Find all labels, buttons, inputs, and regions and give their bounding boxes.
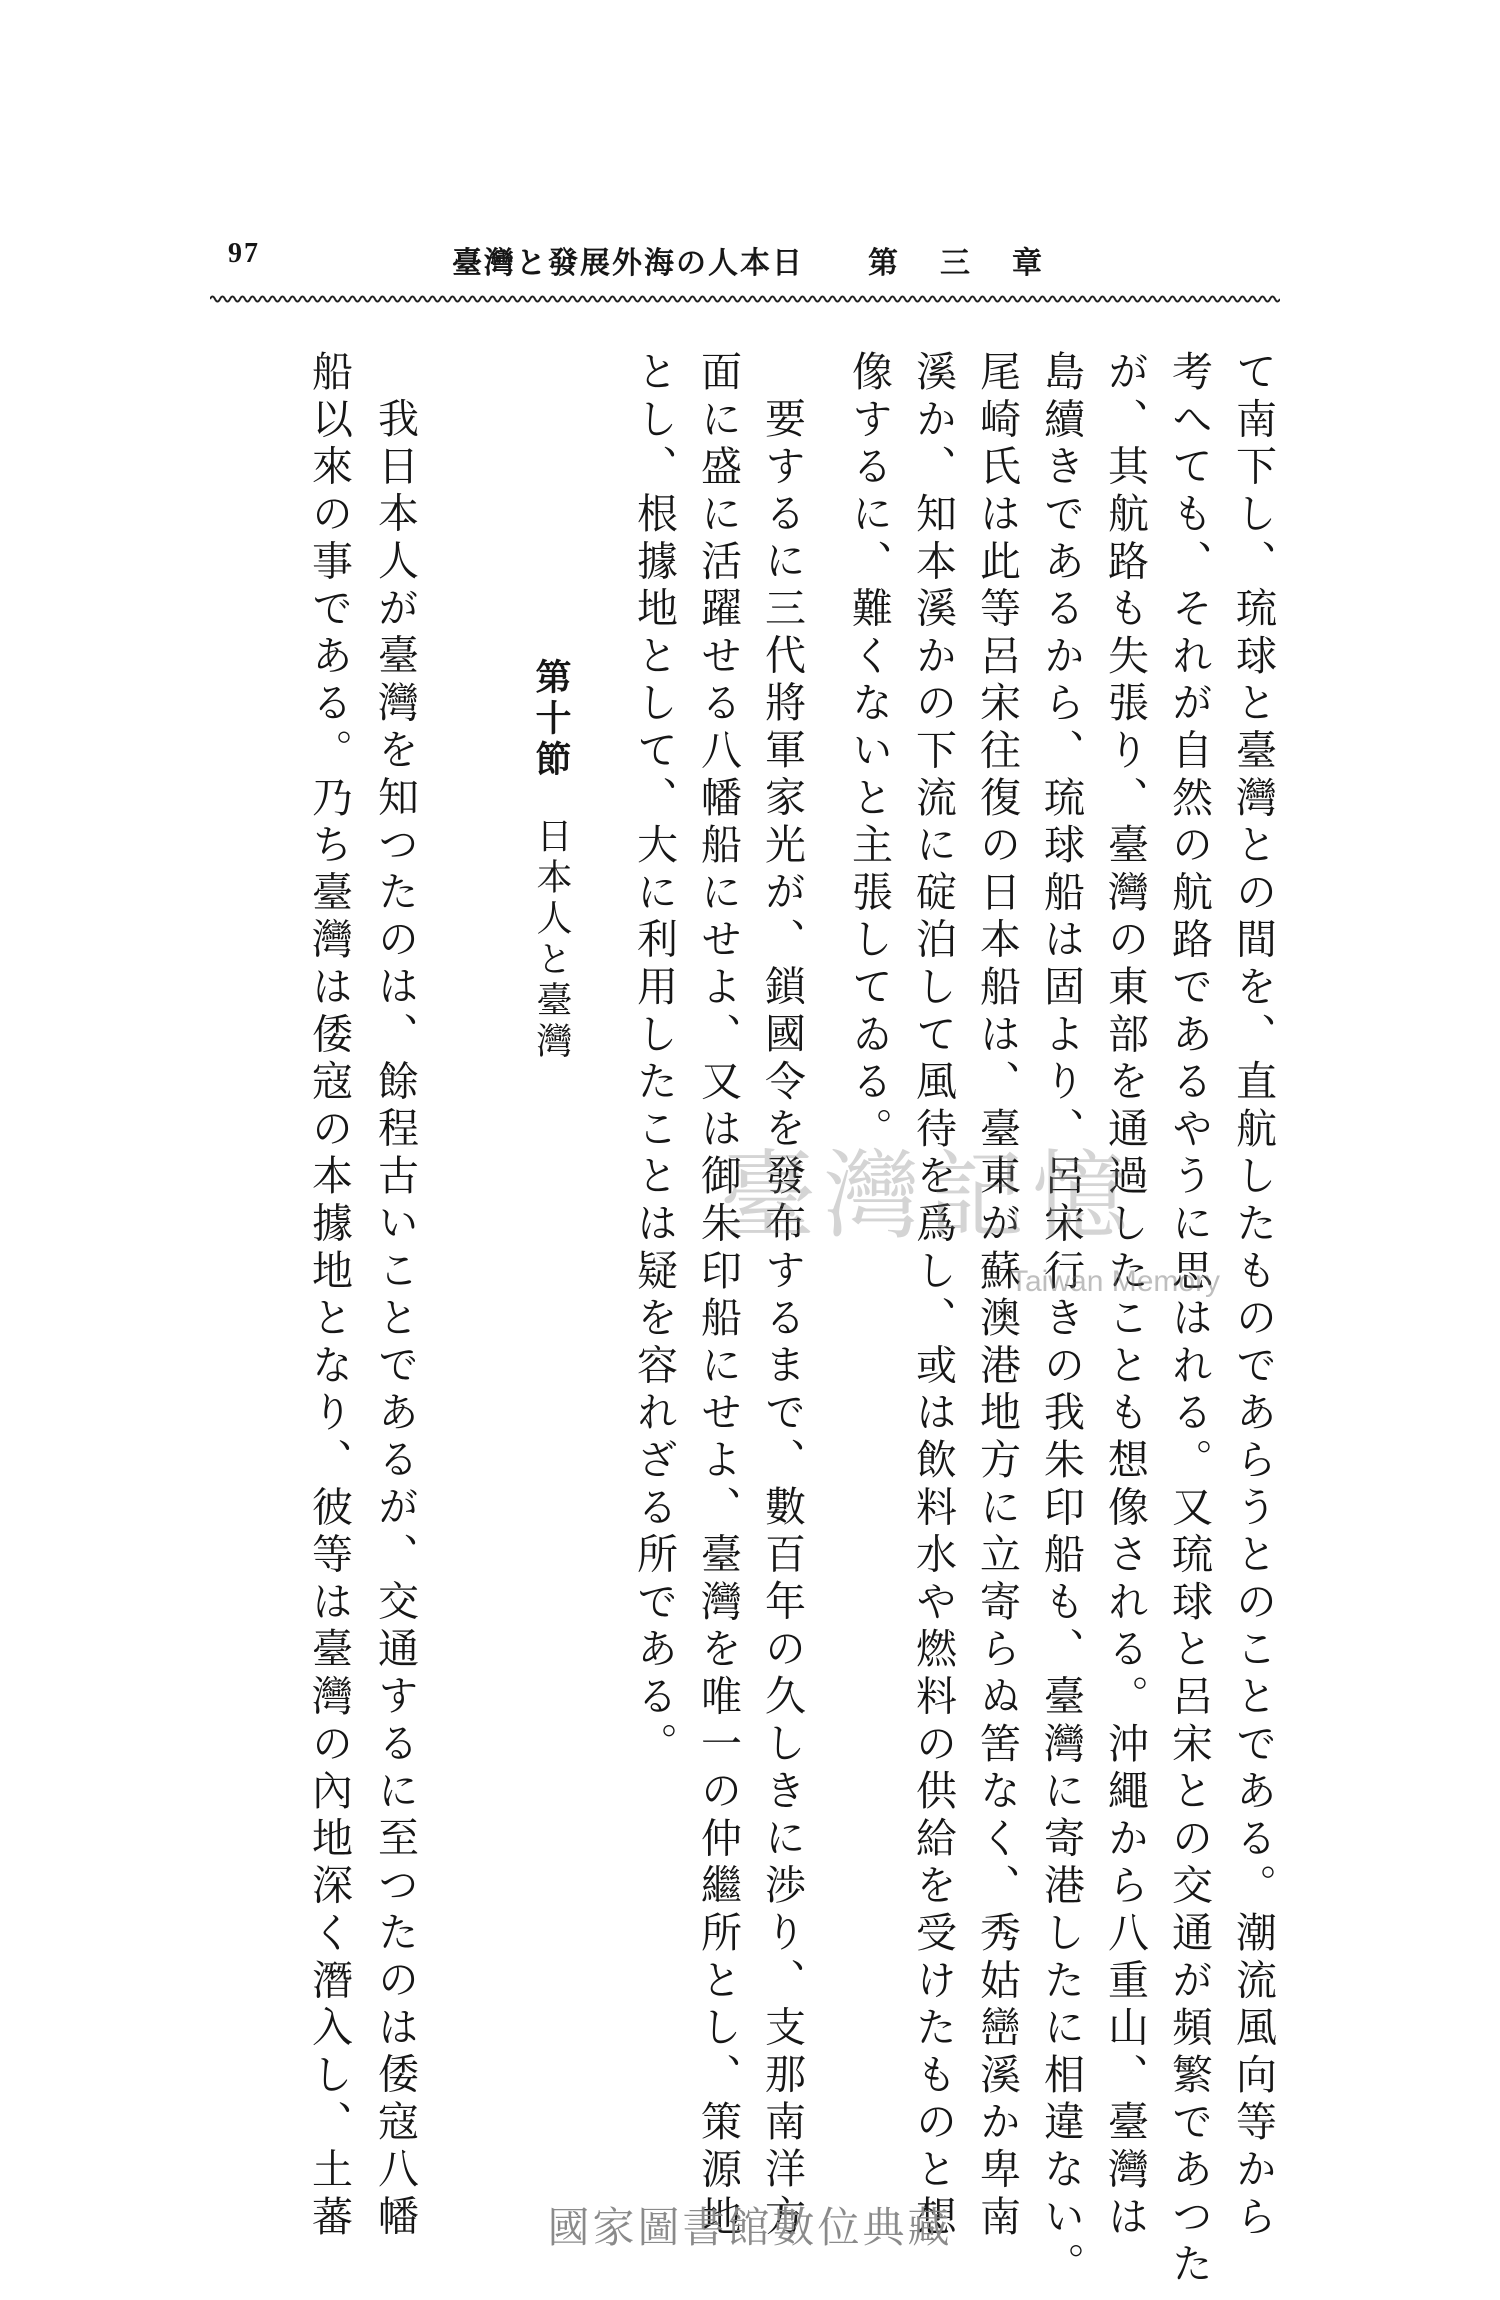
footer-caption: 國家圖書館數位典藏 bbox=[547, 2203, 953, 2252]
watermark: 臺灣記憶 bbox=[720, 1140, 1136, 1252]
text-column: 面に盛に活躍せる八幡船にせよ、又は御朱印船にせよ、臺灣を唯一の仲繼所とし、策源地 bbox=[694, 350, 742, 2242]
watermark-subtext: Taiwan Memory bbox=[1010, 1265, 1221, 1298]
text-column: 要するに三代將軍家光が、鎖國令を發布するまで、數百年の久しきに渉り、支那南洋方 bbox=[758, 397, 806, 2242]
text-column: 考へても、それが自然の航路であるやうに思はれる。又琉球と呂宋との交通が頻繁であつた bbox=[1165, 350, 1213, 2290]
running-title: 臺灣と發展外海の人本日 bbox=[452, 246, 804, 281]
header-rule bbox=[210, 292, 1280, 306]
section-number: 第十節 bbox=[530, 658, 572, 781]
text-column: とし、根據地として、大に利用したことは疑を容れざる所である。 bbox=[630, 350, 678, 1769]
text-column: 尾崎氏は此等呂宋往復の日本船は、臺東が蘇澳港地方に立寄らぬ筈なく、秀姑巒溪か卑南 bbox=[973, 350, 1021, 2242]
text-column: が、其航路も失張り、臺灣の東部を通過したことも想像される。沖繩から八重山、臺灣は bbox=[1101, 350, 1149, 2242]
chapter-label: 第三章 bbox=[868, 246, 1084, 281]
text-column: 溪か、知本溪かの下流に碇泊して風待を爲し、或は飲料水や燃料の供給を受けたものと想 bbox=[909, 350, 957, 2242]
text-column: 船以來の事である。乃ち臺灣は倭寇の本據地となり、彼等は臺灣の內地深く潛入し、土蕃 bbox=[305, 350, 353, 2242]
text-column: 我日本人が臺灣を知つたのは、餘程古いことであるが、交通するに至つたのは倭寇八幡 bbox=[371, 397, 419, 2242]
page-number: 97 bbox=[228, 238, 260, 269]
text-column: 島續きであるから、琉球船は固より、呂宋行きの我朱印船も、臺灣に寄港したに相違ない。 bbox=[1037, 350, 1085, 2290]
text-column: 像するに、難くないと主張してゐる。 bbox=[845, 350, 893, 1155]
section-heading bbox=[530, 658, 572, 1063]
section-title: 日本人と臺灣 bbox=[531, 817, 572, 1063]
text-column: て南下し、琉球と臺灣との間を、直航したものであらうとのことである。潮流風向等から bbox=[1229, 350, 1277, 2242]
